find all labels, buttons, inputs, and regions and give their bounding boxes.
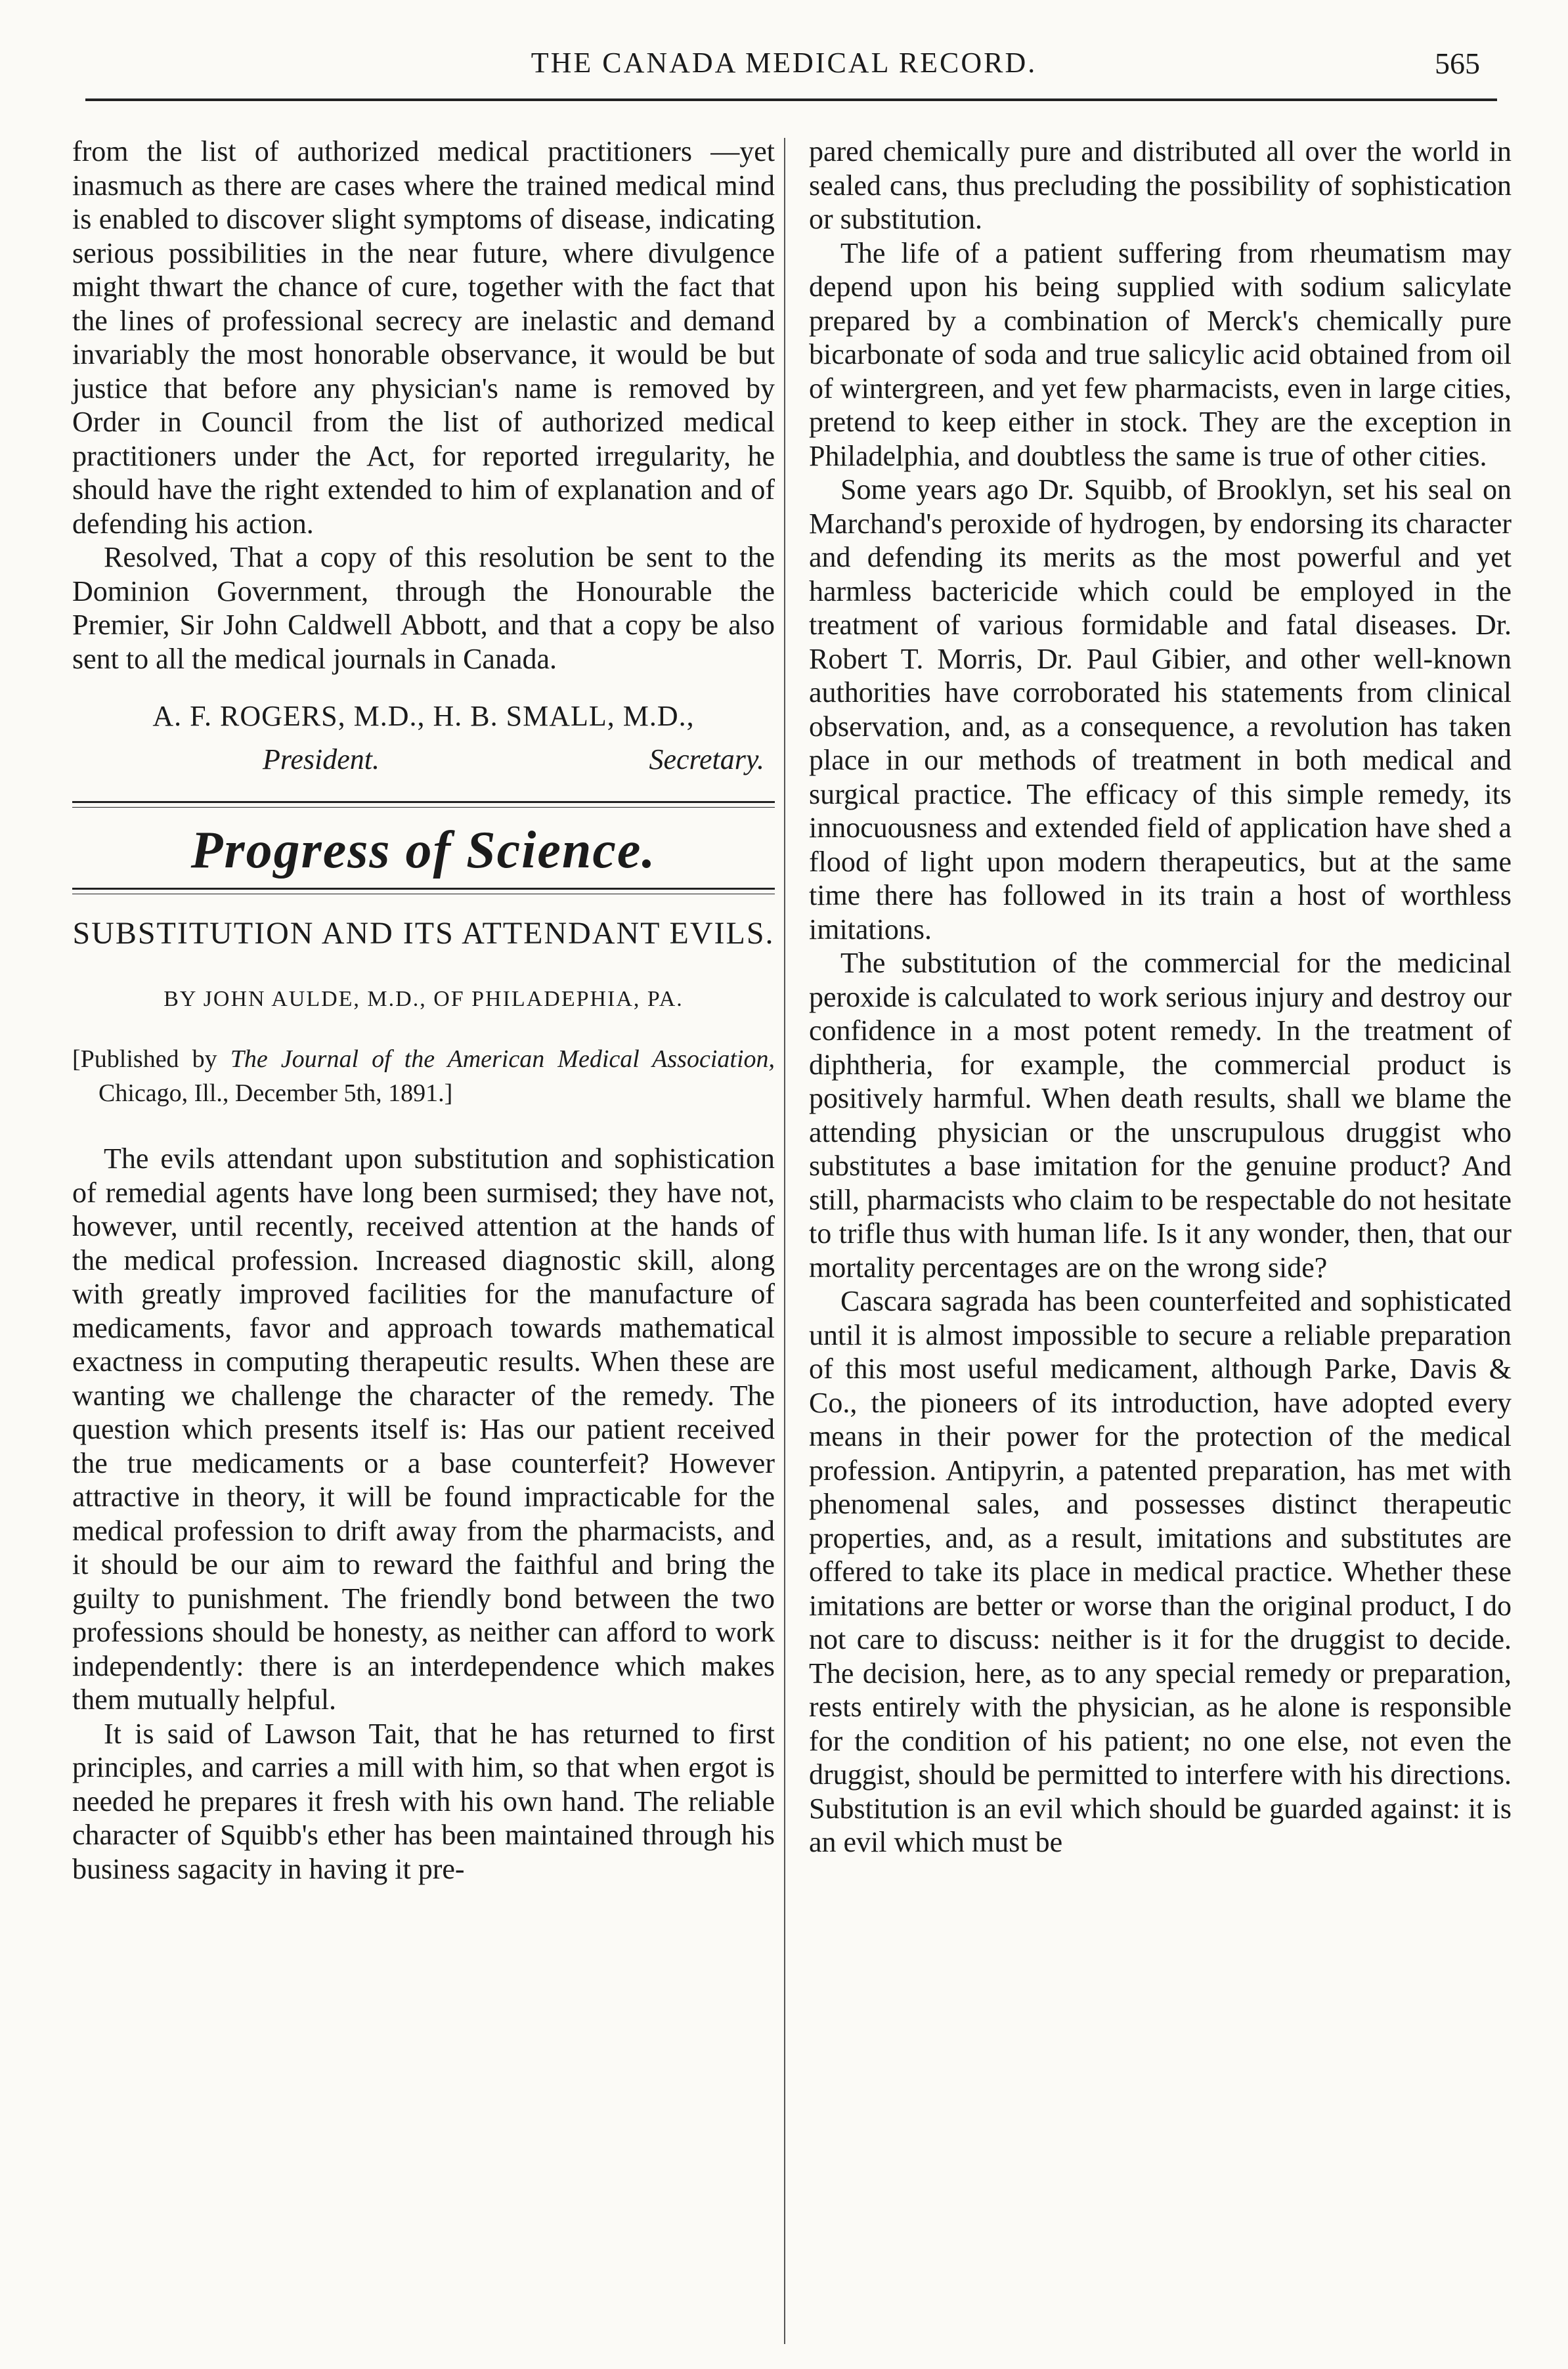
article-byline: BY JOHN AULDE, M.D., OF PHILADEPHIA, PA. — [163, 986, 684, 1011]
left-column — [72, 135, 775, 1886]
header-rule — [85, 98, 1497, 101]
column-divider — [784, 138, 785, 2344]
resolved-text: Resolved, That a copy of this resolution be sent to the Dominion Government, through the Honourable the Premier, Sir John Caldwell Abbott, and that a copy be also sent to all the medical journals in Canada. — [72, 541, 775, 675]
page-header — [72, 46, 1496, 92]
secretary-title: Secretary. — [649, 743, 764, 775]
page-number: 565 — [1435, 47, 1480, 80]
publication-note — [72, 1042, 775, 1110]
published-journal: The Journal of the American Medical Association, — [230, 1045, 775, 1073]
section-heading: Progress of Science. — [190, 821, 657, 879]
section-rule-top — [72, 801, 775, 808]
article-paragraph-2: It is said of Lawson Tait, that he has returned to first principles, and carries a mill with him, so that when ergot is needed he prepares it fresh with his own hand. The reliable character of Squibb's ether has been maintained through his business sagacity in having it pre- — [72, 1717, 775, 1885]
right-column — [809, 135, 1512, 1859]
signers: A. F. ROGERS, M.D., H. B. SMALL, M.D., — [152, 700, 695, 732]
published-suffix: Chicago, Ill., December 5th, 1891.] — [98, 1079, 453, 1107]
article-paragraph-6: The substitution of the commercial for the medicinal peroxide is calculated to work serious injury and destroy our confidence in a most potent remedy. In the treatment of diphtheria, for example, the commercial product is positively harmful. When death results, shall we blame the attending physician or the unscrupulous druggist who substitutes a base imitation for the genuine product? And still, pharmacists who claim to be respectable do not hesitate to trifle thus with human life. Is it any wonder, then, that our mortality percentages are on the wrong side? — [809, 947, 1512, 1284]
journal-title: THE CANADA MEDICAL RECORD. — [531, 47, 1037, 79]
article-paragraph-5: Some years ago Dr. Squibb, of Brooklyn, set his seal on Marchand's peroxide of hydrogen, by endorsing its character and defending its merits as the most powerful and yet harmless bactericide which could be employed in the treatment of various formidable and fatal diseases. Dr. Robert T. Morris, Dr. Paul Gibier, and other well-known authorities have corroborated his statements from clinical observation, and, as a consequence, a revolution has taken place in our methods of treatment in both medical and surgical practice. The efficacy of this simple remedy, its innocuousness and extended field of application have shed a flood of light upon modern therapeutics, but at the same time there has followed in its train a host of worthless imitations. — [809, 473, 1512, 945]
published-prefix: [Published by — [72, 1045, 217, 1073]
section-rule-bottom — [72, 888, 775, 894]
signer-titles — [72, 743, 775, 777]
article-paragraph-7: Cascara sagrada has been counterfeited and sophisticated until it is almost impossible to secure a reliable preparation of this most useful medicament, although Parke, Davis & Co., the pioneers of its introduction, have adopted every means in their power for the protection of the medical profession. Antipyrin, a patented preparation, has met with phenomenal sales, and possesses distinct therapeutic properties, and, as a result, imitations and substitutes are offered to take its place in medical practice. Whether these imitations are better or worse than the original product, I do not care to discuss: neither is it for the druggist to decide. The decision, here, as to any special remedy or preparation, rests entirely with the physician, as he alone is responsible for the condition of his patient; no one else, not even the druggist, should be permitted to interfere with his directions. Substitution is an evil which should be guarded against: it is an evil which must be — [809, 1285, 1512, 1858]
resolution-text: from the list of authorized medical practitioners —yet inasmuch as there are cases where the trained medical mind is enabled to discover slight symptoms of disease, indicating serious possibilities in the near future, where divulgence might thwart the chance of cure, together with the fact that the lines of professional secrecy are inelastic and demand invariably the most honorable observance, it would be but justice that before any physician's name is removed by Order in Council from the list of authorized medical practitioners under the Act, for reported irregularity, he should have the right extended to him of explanation and of defending his action. — [72, 135, 775, 540]
article-paragraph-3: pared chemically pure and distributed all over the world in sealed cans, thus precluding the possibility of sophistication or substitution. — [809, 135, 1512, 235]
article-paragraph-1: The evils attendant upon substitution and sophistication of remedial agents have long been surmised; they have not, however, until recently, received attention at the hands of the medical profession. Increased diagnostic skill, along with greatly improved facilities for the manufacture of medicaments, favor and approach towards mathematical exactness in computing therapeutic results. When these are wanting we challenge the character of the remedy. The question which presents itself is: Has our patient received the true medicaments or a base counterfeit? However attractive in theory, it will be found impracticable for the medical profession to drift away from the pharmacists, and it should be our aim to reward the faithful and bring the guilty to punishment. The friendly bond between the two professions should be honesty, as neither can afford to work independently: there is an interdependence which makes them mutually helpful. — [72, 1142, 775, 1716]
article-title: SUBSTITUTION AND ITS ATTENDANT EVILS. — [72, 915, 775, 951]
article-paragraph-4: The life of a patient suffering from rheumatism may depend upon his being supplied with sodium salicylate prepared by a combination of Merck's chemically pure bicarbonate of soda and true salicylic acid obtained from oil of wintergreen, and yet few pharmacists, even in large cities, pretend to keep either in stock. They are the exception in Philadelphia, and doubtless the same is true of other cities. — [809, 236, 1512, 472]
president-title: President. — [263, 743, 380, 775]
